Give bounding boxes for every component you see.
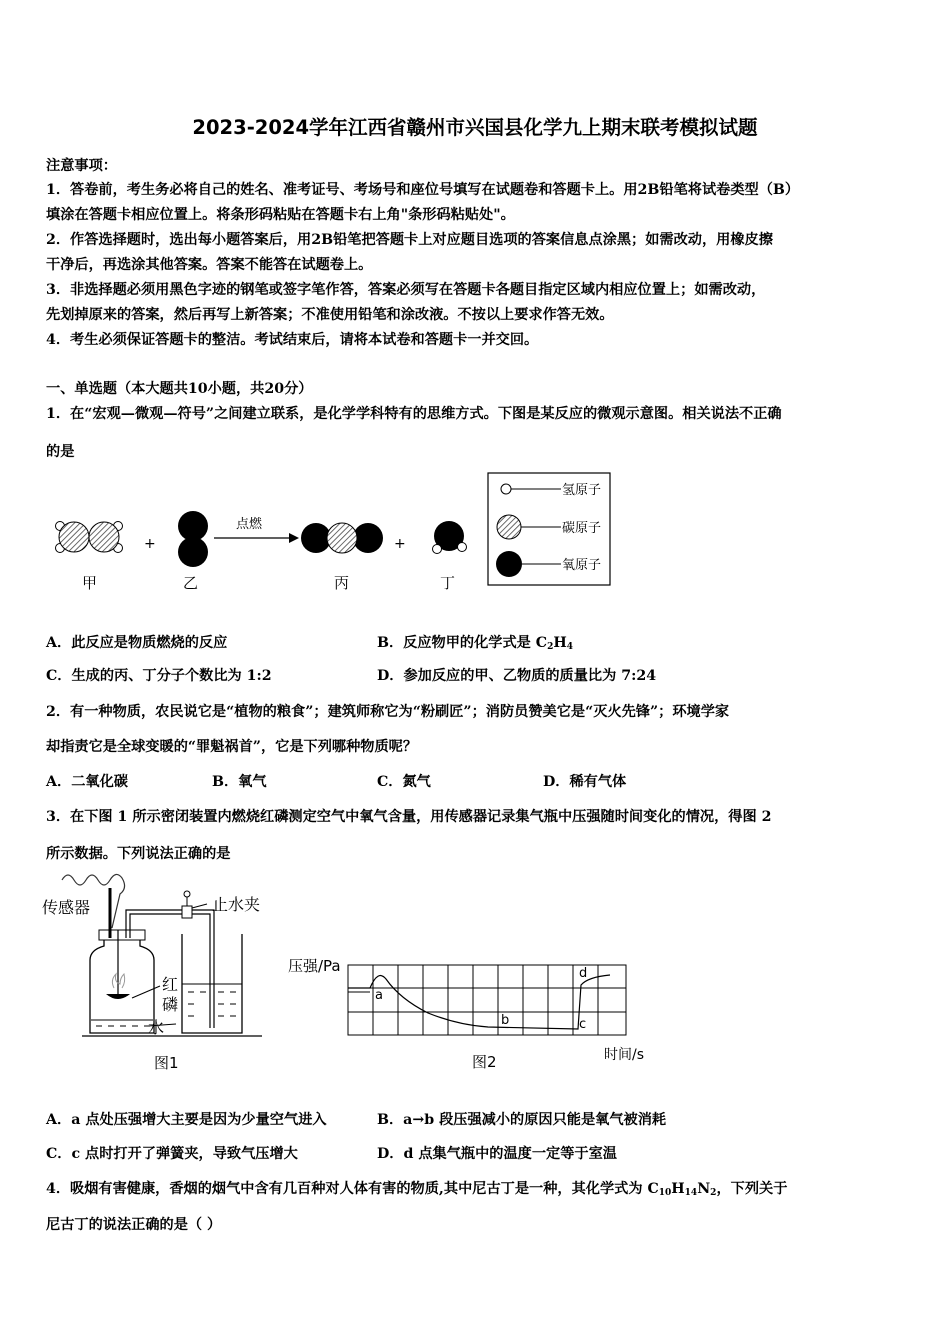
plus-sign: +	[394, 536, 406, 552]
q3-stem: 3．在下图 1 所示密闭装置内燃烧红磷测定空气中氧气含量，用传感器记录集气瓶中压强随时间变化的情况，得图 2	[46, 809, 772, 825]
notice-line: 4．考生必须保证答题卡的整洁。考试结束后，请将本试卷和答题卡一并交回。	[46, 332, 539, 348]
fig1-caption: 图1	[154, 1054, 179, 1072]
q2-stem: 却指责它是全球变暖的“罪魁祸首”，它是下列哪种物质呢？	[46, 739, 418, 755]
section-heading: 一、单选题（本大题共10小题，共20分）	[46, 381, 313, 397]
q4-stem: 4．吸烟有害健康，香烟的烟气中含有几百种对人体有害的物质,其中尼古丁是一种，其化学式为 $C_{10}H_{14}N_2$，下列关于	[46, 1181, 788, 1198]
notice-line: 2．作答选择题时，选出每小题答案后，用2B铅笔把答题卡上对应题目选项的答案信息点涂黑；如需改动，用橡皮擦	[46, 232, 773, 248]
label-bing: 丙	[334, 574, 350, 592]
legend-hydrogen: 氢原子	[562, 483, 602, 498]
notice-line: 先划掉原来的答案，然后再写上新答案；不准使用铅笔和涂改液。不按以上要求作答无效。	[46, 307, 614, 323]
q3-option-c[interactable]: C．c 点时打开了弹簧夹，导致气压增大	[46, 1146, 298, 1162]
q1-option-c[interactable]: C．生成的丙、丁分子个数比为 1:2	[46, 668, 272, 684]
label-ding: 丁	[440, 574, 456, 592]
notice-line: 干净后，再选涂其他答案。答案不能答在试题卷上。	[46, 257, 373, 273]
molecule-yi	[178, 511, 208, 567]
reaction-arrow	[214, 533, 299, 543]
notice-line: 3．非选择题必须用黑色字迹的钢笔或签字笔作答，答案必须写在答题卡各题目指定区域内相应位置上；如需改动，	[46, 282, 766, 298]
q2-stem: 2．有一种物质，农民说它是“植物的粮食”；建筑师称它为“粉刷匠”；消防员赞美它是“灭火先锋”；环境学家	[46, 704, 730, 720]
point-a: a	[375, 988, 383, 1003]
fig2-caption: 图2	[472, 1053, 497, 1071]
sensor-label: 传感器	[42, 898, 91, 917]
label-yi: 乙	[183, 574, 199, 592]
q1-stem: 的是	[46, 444, 75, 460]
point-c: c	[579, 1017, 587, 1032]
fig2-xlabel: 时间/s	[604, 1047, 645, 1063]
q4-stem: 尼古丁的说法正确的是（ ）	[46, 1217, 222, 1233]
q1-option-d[interactable]: D．参加反应的甲、乙物质的质量比为 7:24	[377, 668, 657, 684]
phosphorus-label: 磷	[162, 995, 179, 1014]
q2-option-b[interactable]: B．氧气	[212, 774, 267, 790]
fig2-ylabel: 压强/Pa	[288, 957, 341, 975]
plus-sign: +	[144, 536, 156, 552]
q1-stem: 1．在“宏观—微观—符号”之间建立联系，是化学学科特有的思维方式。下图是某反应的微观示意图。相关说法不正确	[46, 406, 782, 422]
q1-option-a[interactable]: A．此反应是物质燃烧的反应	[46, 635, 228, 651]
q2-option-d[interactable]: D．稀有气体	[543, 774, 627, 790]
q3-option-b[interactable]: B．a→b 段压强减小的原因只能是氧气被消耗	[377, 1112, 667, 1128]
q3-pressure-chart	[288, 955, 658, 1073]
legend-oxygen: 氧原子	[562, 558, 602, 573]
legend-carbon: 碳原子	[562, 521, 602, 536]
notice-heading: 注意事项：	[46, 158, 117, 174]
red-label: 红	[162, 975, 179, 994]
notice-line: 填涂在答题卡相应位置上。将条形码粘贴在答题卡右上角"条形码粘贴处"。	[46, 207, 515, 223]
page-title: 2023-2024学年江西省赣州市兴国县化学九上期末联考模拟试题	[192, 116, 758, 139]
molecule-bing	[301, 523, 383, 553]
q2-option-a[interactable]: A．二氧化碳	[46, 774, 128, 790]
point-d: d	[579, 966, 588, 981]
label-jia: 甲	[82, 574, 98, 592]
q3-apparatus-figure	[42, 868, 282, 1073]
pressure-curve	[348, 975, 610, 1029]
q2-option-c[interactable]: C．氮气	[377, 774, 431, 790]
point-b: b	[501, 1013, 510, 1028]
molecule-jia	[56, 522, 123, 553]
water-label: 水	[148, 1018, 165, 1037]
molecule-ding	[433, 521, 467, 554]
notice-line: 1．答卷前，考生务必将自己的姓名、准考证号、考场号和座位号填写在试题卷和答题卡上。用2B铅笔将试卷类型（B）	[46, 182, 800, 198]
q3-stem: 所示数据。下列说法正确的是	[46, 846, 231, 862]
q3-option-a[interactable]: A．a 点处压强增大主要是因为少量空气进入	[46, 1112, 327, 1128]
q1-option-b[interactable]: B．反应物甲的化学式是 $C_2H_4$	[377, 635, 574, 652]
q1-reaction-figure	[46, 466, 626, 596]
clamp-label: 止水夹	[212, 895, 261, 914]
q3-option-d[interactable]: D．d 点集气瓶中的温度一定等于室温	[377, 1146, 617, 1162]
arrow-label: 点燃	[236, 517, 263, 532]
